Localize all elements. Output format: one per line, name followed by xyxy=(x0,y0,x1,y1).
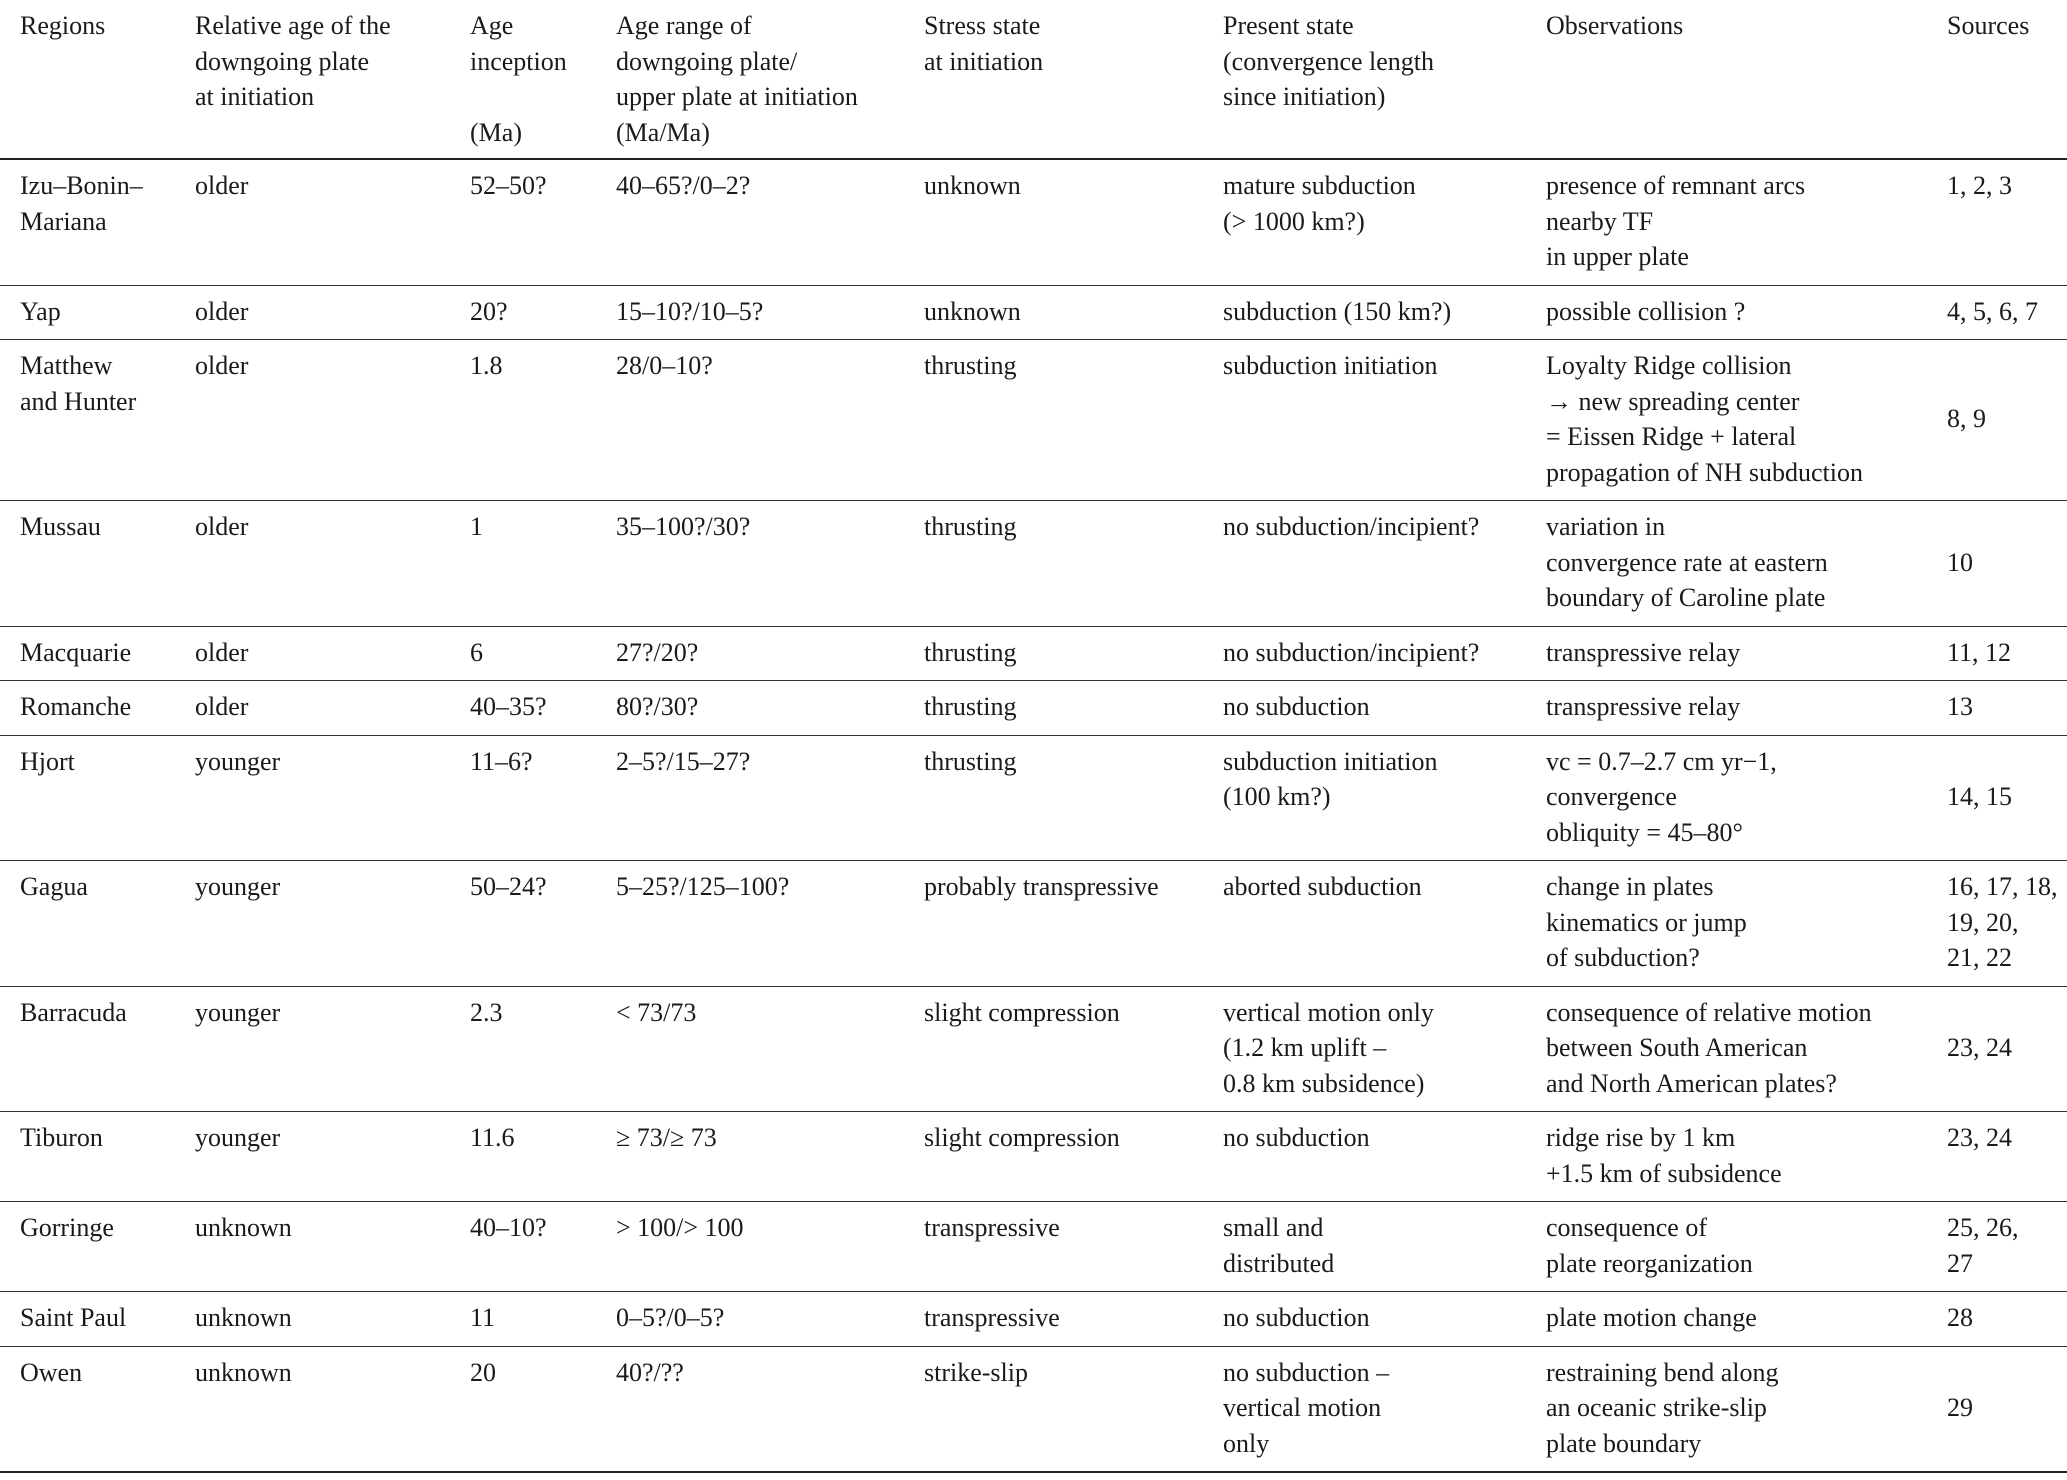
cell-line: 40?/?? xyxy=(616,1357,684,1387)
cell-stress xyxy=(904,681,1203,736)
header-line: (Ma/Ma) xyxy=(616,117,710,147)
cell-relative-age xyxy=(175,1292,450,1347)
cell-line: 4, 5, 6, 7 xyxy=(1947,296,2038,326)
cell-line: Owen xyxy=(20,1357,83,1387)
cell-line: Hjort xyxy=(20,746,75,776)
header-line: (Ma) xyxy=(470,117,522,147)
cell-observations xyxy=(1526,159,1927,285)
cell-line: 40–35? xyxy=(470,692,547,721)
cell-observations xyxy=(1526,735,1927,861)
cell-line: convergence rate at eastern xyxy=(1546,547,1828,577)
cell-stress xyxy=(904,1112,1203,1202)
table-row xyxy=(0,1202,2067,1292)
table-row xyxy=(0,1346,2067,1472)
cell-line: younger xyxy=(195,997,281,1027)
table-row xyxy=(0,986,2067,1112)
cell-stress xyxy=(904,626,1203,681)
cell-line: slight compression xyxy=(924,997,1120,1027)
cell-line: 10 xyxy=(1947,547,1973,577)
header-line: Age xyxy=(470,11,514,40)
cell-line: (100 km?) xyxy=(1223,782,1331,811)
header-line: Present state xyxy=(1223,11,1354,40)
table-row xyxy=(0,1292,2067,1347)
cell-line: propagation of NH subduction xyxy=(1546,457,1864,487)
cell-line: = Eissen Ridge + lateral xyxy=(1546,422,1797,451)
cell-line: no subduction xyxy=(1223,692,1370,721)
cell-line: transpressive xyxy=(924,1303,1060,1332)
cell-stress xyxy=(904,159,1203,285)
cell-line: 11.6 xyxy=(470,1123,515,1152)
cell-line: subduction initiation xyxy=(1223,351,1438,380)
cell-line: Matthew xyxy=(20,351,113,380)
cell-line: older xyxy=(195,512,249,541)
cell-line: presence of remnant arcs xyxy=(1546,171,1806,200)
cell-stress xyxy=(904,735,1203,861)
cell-line: plate motion change xyxy=(1546,1303,1757,1332)
cell-line: 15–10?/10–5? xyxy=(616,296,764,326)
cell-present-state xyxy=(1203,1346,1526,1472)
header-row xyxy=(0,0,2067,159)
cell-age-range xyxy=(596,1346,904,1472)
cell-line: ridge rise by 1 km xyxy=(1546,1123,1736,1152)
cell-line: Loyalty Ridge collision xyxy=(1546,351,1792,380)
cell-line: 14, 15 xyxy=(1947,782,2012,811)
cell-present-state xyxy=(1203,340,1526,501)
cell-line: plate reorganization xyxy=(1546,1248,1753,1278)
cell-line: obliquity = 45–80° xyxy=(1546,817,1743,847)
cell-age-range xyxy=(596,1112,904,1202)
cell-line: Mussau xyxy=(20,512,101,541)
header-line: Observations xyxy=(1546,11,1684,40)
cell-sources xyxy=(1927,861,2067,987)
cell-line: Gagua xyxy=(20,872,88,901)
cell-present-state xyxy=(1203,1292,1526,1347)
cell-observations xyxy=(1526,626,1927,681)
cell-line: between South American xyxy=(1546,1033,1808,1062)
cell-line: in upper plate xyxy=(1546,242,1689,271)
cell-line: 23, 24 xyxy=(1947,1033,2012,1062)
cell-line: kinematics or jump xyxy=(1546,907,1747,937)
cell-region xyxy=(0,1202,175,1292)
cell-age-range xyxy=(596,735,904,861)
cell-region xyxy=(0,285,175,340)
column-header-present-state xyxy=(1203,0,1526,159)
cell-line: boundary of Caroline plate xyxy=(1546,583,1826,612)
cell-observations xyxy=(1526,501,1927,627)
cell-sources xyxy=(1927,986,2067,1112)
cell-line: Mariana xyxy=(20,206,107,236)
column-header-age-inception xyxy=(450,0,596,159)
cell-line: vertical motion only xyxy=(1223,997,1434,1027)
cell-line: → new spreading center xyxy=(1546,386,1800,416)
cell-line: 21, 22 xyxy=(1947,943,2012,972)
cell-age-inception xyxy=(450,340,596,501)
cell-line: no subduction/incipient? xyxy=(1223,637,1480,667)
cell-observations xyxy=(1526,861,1927,987)
cell-present-state xyxy=(1203,1202,1526,1292)
cell-line: 13 xyxy=(1947,692,1973,721)
cell-relative-age xyxy=(175,1112,450,1202)
cell-sources xyxy=(1927,340,2067,501)
cell-line: transpressive relay xyxy=(1546,692,1741,721)
cell-line: plate boundary xyxy=(1546,1428,1702,1458)
cell-line: younger xyxy=(195,872,281,901)
header-line: Regions xyxy=(20,11,106,40)
cell-line: thrusting xyxy=(924,351,1017,380)
cell-line: transpressive relay xyxy=(1546,637,1741,667)
cell-age-inception xyxy=(450,626,596,681)
header-line: downgoing plate/ xyxy=(616,46,798,76)
cell-age-inception xyxy=(450,1346,596,1472)
cell-sources xyxy=(1927,285,2067,340)
cell-line: no subduction/incipient? xyxy=(1223,512,1480,541)
cell-line: change in plates xyxy=(1546,872,1714,901)
cell-line: no subduction – xyxy=(1223,1357,1390,1387)
header-line: Stress state xyxy=(924,11,1041,40)
cell-observations xyxy=(1526,1202,1927,1292)
cell-sources xyxy=(1927,1202,2067,1292)
cell-line: thrusting xyxy=(924,746,1017,776)
cell-present-state xyxy=(1203,626,1526,681)
cell-line: distributed xyxy=(1223,1248,1335,1278)
cell-line: 2.3 xyxy=(470,997,503,1027)
cell-line: 35–100?/30? xyxy=(616,512,751,541)
cell-region xyxy=(0,861,175,987)
cell-age-inception xyxy=(450,1292,596,1347)
cell-line: Izu–Bonin– xyxy=(20,171,143,200)
cell-stress xyxy=(904,1346,1203,1472)
header-line: at initiation xyxy=(924,46,1044,76)
cell-line: thrusting xyxy=(924,692,1017,721)
cell-age-inception xyxy=(450,159,596,285)
cell-line: 23, 24 xyxy=(1947,1123,2012,1152)
cell-region xyxy=(0,501,175,627)
cell-line: 50–24? xyxy=(470,872,547,901)
cell-line: 19, 20, xyxy=(1947,907,2019,937)
cell-line: 28 xyxy=(1947,1303,1973,1332)
cell-line: (1.2 km uplift – xyxy=(1223,1033,1387,1062)
cell-line: consequence of xyxy=(1546,1213,1707,1242)
cell-line: Macquarie xyxy=(20,637,132,667)
cell-age-range xyxy=(596,1202,904,1292)
cell-line: 27 xyxy=(1947,1248,1973,1278)
cell-line: Gorringe xyxy=(20,1213,114,1242)
cell-relative-age xyxy=(175,501,450,627)
cell-stress xyxy=(904,285,1203,340)
cell-region xyxy=(0,735,175,861)
cell-line: 5–25?/125–100? xyxy=(616,872,790,901)
cell-line: 20? xyxy=(470,296,508,326)
cell-stress xyxy=(904,861,1203,987)
table-row xyxy=(0,735,2067,861)
cell-present-state xyxy=(1203,681,1526,736)
cell-sources xyxy=(1927,735,2067,861)
cell-line: Saint Paul xyxy=(20,1303,127,1332)
table-body xyxy=(0,159,2067,1472)
cell-line: subduction initiation xyxy=(1223,746,1438,776)
cell-age-inception xyxy=(450,861,596,987)
cell-line: older xyxy=(195,351,249,380)
cell-line: vertical motion xyxy=(1223,1393,1382,1422)
cell-sources xyxy=(1927,681,2067,736)
cell-relative-age xyxy=(175,681,450,736)
cell-line: younger xyxy=(195,1123,281,1152)
cell-age-range xyxy=(596,159,904,285)
cell-line: 52–50? xyxy=(470,171,547,200)
cell-age-inception xyxy=(450,735,596,861)
cell-observations xyxy=(1526,681,1927,736)
cell-line: unknown xyxy=(195,1213,292,1242)
cell-line: 27?/20? xyxy=(616,637,699,667)
cell-relative-age xyxy=(175,159,450,285)
header-line: (convergence length xyxy=(1223,46,1435,76)
table-row xyxy=(0,1112,2067,1202)
header-line: Sources xyxy=(1947,11,2030,40)
cell-region xyxy=(0,340,175,501)
header-line xyxy=(470,79,588,115)
cell-stress xyxy=(904,1292,1203,1347)
cell-line: and Hunter xyxy=(20,386,137,416)
cell-line: only xyxy=(1223,1428,1270,1458)
cell-present-state xyxy=(1203,735,1526,861)
cell-line: +1.5 km of subsidence xyxy=(1546,1158,1782,1188)
cell-observations xyxy=(1526,986,1927,1112)
cell-line: subduction (150 km?) xyxy=(1223,296,1452,326)
column-header-region xyxy=(0,0,175,159)
cell-present-state xyxy=(1203,501,1526,627)
cell-stress xyxy=(904,501,1203,627)
cell-line: 1, 2, 3 xyxy=(1947,171,2012,200)
header-line: since initiation) xyxy=(1223,82,1386,111)
table-header xyxy=(0,0,2067,159)
cell-observations xyxy=(1526,1292,1927,1347)
cell-line: older xyxy=(195,171,249,200)
cell-sources xyxy=(1927,501,2067,627)
cell-region xyxy=(0,1346,175,1472)
cell-age-range xyxy=(596,501,904,627)
cell-line: 80?/30? xyxy=(616,692,699,721)
cell-region xyxy=(0,626,175,681)
cell-line: convergence xyxy=(1546,782,1677,811)
cell-line: 8, 9 xyxy=(1947,404,1986,434)
cell-stress xyxy=(904,1202,1203,1292)
cell-line: < 73/73 xyxy=(616,997,697,1027)
cell-line: older xyxy=(195,296,249,326)
cell-line: possible collision ? xyxy=(1546,296,1746,326)
cell-present-state xyxy=(1203,159,1526,285)
cell-sources xyxy=(1927,1292,2067,1347)
cell-stress xyxy=(904,986,1203,1112)
cell-line: and North American plates? xyxy=(1546,1068,1837,1098)
table-row xyxy=(0,681,2067,736)
cell-line: 29 xyxy=(1947,1393,1973,1422)
cell-line: 28/0–10? xyxy=(616,351,713,380)
header-line: Age range of xyxy=(616,11,752,40)
table-row xyxy=(0,340,2067,501)
cell-line: mature subduction xyxy=(1223,171,1416,200)
column-header-stress xyxy=(904,0,1203,159)
cell-age-inception xyxy=(450,986,596,1112)
cell-age-range xyxy=(596,986,904,1112)
cell-line: unknown xyxy=(924,171,1021,200)
cell-line: unknown xyxy=(195,1303,292,1332)
cell-age-inception xyxy=(450,501,596,627)
cell-line: 40–65?/0–2? xyxy=(616,171,751,200)
cell-line: unknown xyxy=(924,296,1021,326)
cell-age-range xyxy=(596,626,904,681)
cell-line: Yap xyxy=(20,296,61,326)
cell-line: (> 1000 km?) xyxy=(1223,206,1365,236)
table-row xyxy=(0,501,2067,627)
cell-line: Romanche xyxy=(20,692,132,721)
cell-line: 0–5?/0–5? xyxy=(616,1303,725,1332)
cell-line: 6 xyxy=(470,637,483,667)
cell-region xyxy=(0,986,175,1112)
column-header-observations xyxy=(1526,0,1927,159)
cell-line: probably transpressive xyxy=(924,872,1159,901)
cell-line: aborted subduction xyxy=(1223,872,1422,901)
cell-line: ≥ 73/≥ 73 xyxy=(616,1123,717,1152)
cell-relative-age xyxy=(175,1202,450,1292)
header-line: at initiation xyxy=(195,82,315,111)
cell-age-range xyxy=(596,285,904,340)
cell-line: 11–6? xyxy=(470,746,533,776)
cell-observations xyxy=(1526,1112,1927,1202)
cell-age-inception xyxy=(450,1202,596,1292)
header-line: upper plate at initiation xyxy=(616,82,858,111)
cell-sources xyxy=(1927,159,2067,285)
cell-age-inception xyxy=(450,285,596,340)
cell-relative-age xyxy=(175,735,450,861)
cell-relative-age xyxy=(175,1346,450,1472)
cell-relative-age xyxy=(175,986,450,1112)
cell-line: Tiburon xyxy=(20,1123,103,1152)
cell-line: thrusting xyxy=(924,637,1017,667)
cell-age-range xyxy=(596,861,904,987)
table-row xyxy=(0,626,2067,681)
cell-stress xyxy=(904,340,1203,501)
cell-line: 25, 26, xyxy=(1947,1213,2019,1242)
column-header-relative-age xyxy=(175,0,450,159)
cell-line: variation in xyxy=(1546,512,1666,541)
column-header-sources xyxy=(1927,0,2067,159)
cell-line: 2–5?/15–27? xyxy=(616,746,751,776)
cell-region xyxy=(0,159,175,285)
cell-age-range xyxy=(596,340,904,501)
cell-line: an oceanic strike-slip xyxy=(1546,1393,1767,1422)
cell-line: restraining bend along xyxy=(1546,1357,1779,1387)
cell-line: 1.8 xyxy=(470,351,503,380)
cell-sources xyxy=(1927,1112,2067,1202)
cell-line: small and xyxy=(1223,1213,1324,1242)
cell-line: 1 xyxy=(470,512,483,541)
cell-region xyxy=(0,1112,175,1202)
cell-observations xyxy=(1526,340,1927,501)
cell-line: older xyxy=(195,692,249,721)
cell-line: Barracuda xyxy=(20,997,127,1027)
cell-age-range xyxy=(596,681,904,736)
cell-line: unknown xyxy=(195,1357,292,1387)
cell-present-state xyxy=(1203,861,1526,987)
cell-line: 16, 17, 18, xyxy=(1947,872,2058,901)
cell-relative-age xyxy=(175,626,450,681)
cell-relative-age xyxy=(175,285,450,340)
cell-sources xyxy=(1927,1346,2067,1472)
cell-present-state xyxy=(1203,1112,1526,1202)
cell-relative-age xyxy=(175,861,450,987)
table-row xyxy=(0,861,2067,987)
column-header-age-range xyxy=(596,0,904,159)
cell-sources xyxy=(1927,626,2067,681)
cell-age-inception xyxy=(450,681,596,736)
header-line: inception xyxy=(470,46,567,76)
cell-present-state xyxy=(1203,986,1526,1112)
header-line: Relative age of the xyxy=(195,11,391,40)
cell-line: younger xyxy=(195,746,281,776)
cell-line: strike-slip xyxy=(924,1357,1028,1387)
cell-line: slight compression xyxy=(924,1123,1120,1152)
cell-line: consequence of relative motion xyxy=(1546,997,1872,1027)
cell-line: > 100/> 100 xyxy=(616,1213,744,1242)
cell-line: older xyxy=(195,637,249,667)
cell-region xyxy=(0,1292,175,1347)
cell-line: 20 xyxy=(470,1357,496,1387)
cell-line: vc = 0.7–2.7 cm yr−1, xyxy=(1546,746,1777,776)
cell-observations xyxy=(1526,1346,1927,1472)
cell-line: 11, 12 xyxy=(1947,637,2012,667)
cell-line: thrusting xyxy=(924,512,1017,541)
cell-present-state xyxy=(1203,285,1526,340)
cell-age-range xyxy=(596,1292,904,1347)
cell-region xyxy=(0,681,175,736)
cell-relative-age xyxy=(175,340,450,501)
cell-line: no subduction xyxy=(1223,1303,1370,1332)
cell-line: 40–10? xyxy=(470,1213,547,1242)
cell-observations xyxy=(1526,285,1927,340)
cell-line: 0.8 km subsidence) xyxy=(1223,1068,1425,1098)
cell-age-inception xyxy=(450,1112,596,1202)
cell-line: transpressive xyxy=(924,1213,1060,1242)
cell-line: 11 xyxy=(470,1303,496,1332)
cell-line: nearby TF xyxy=(1546,206,1654,236)
header-line: downgoing plate xyxy=(195,46,370,76)
cell-line: no subduction xyxy=(1223,1123,1370,1152)
table-row xyxy=(0,285,2067,340)
table-row xyxy=(0,159,2067,285)
cell-line: of subduction? xyxy=(1546,943,1700,972)
